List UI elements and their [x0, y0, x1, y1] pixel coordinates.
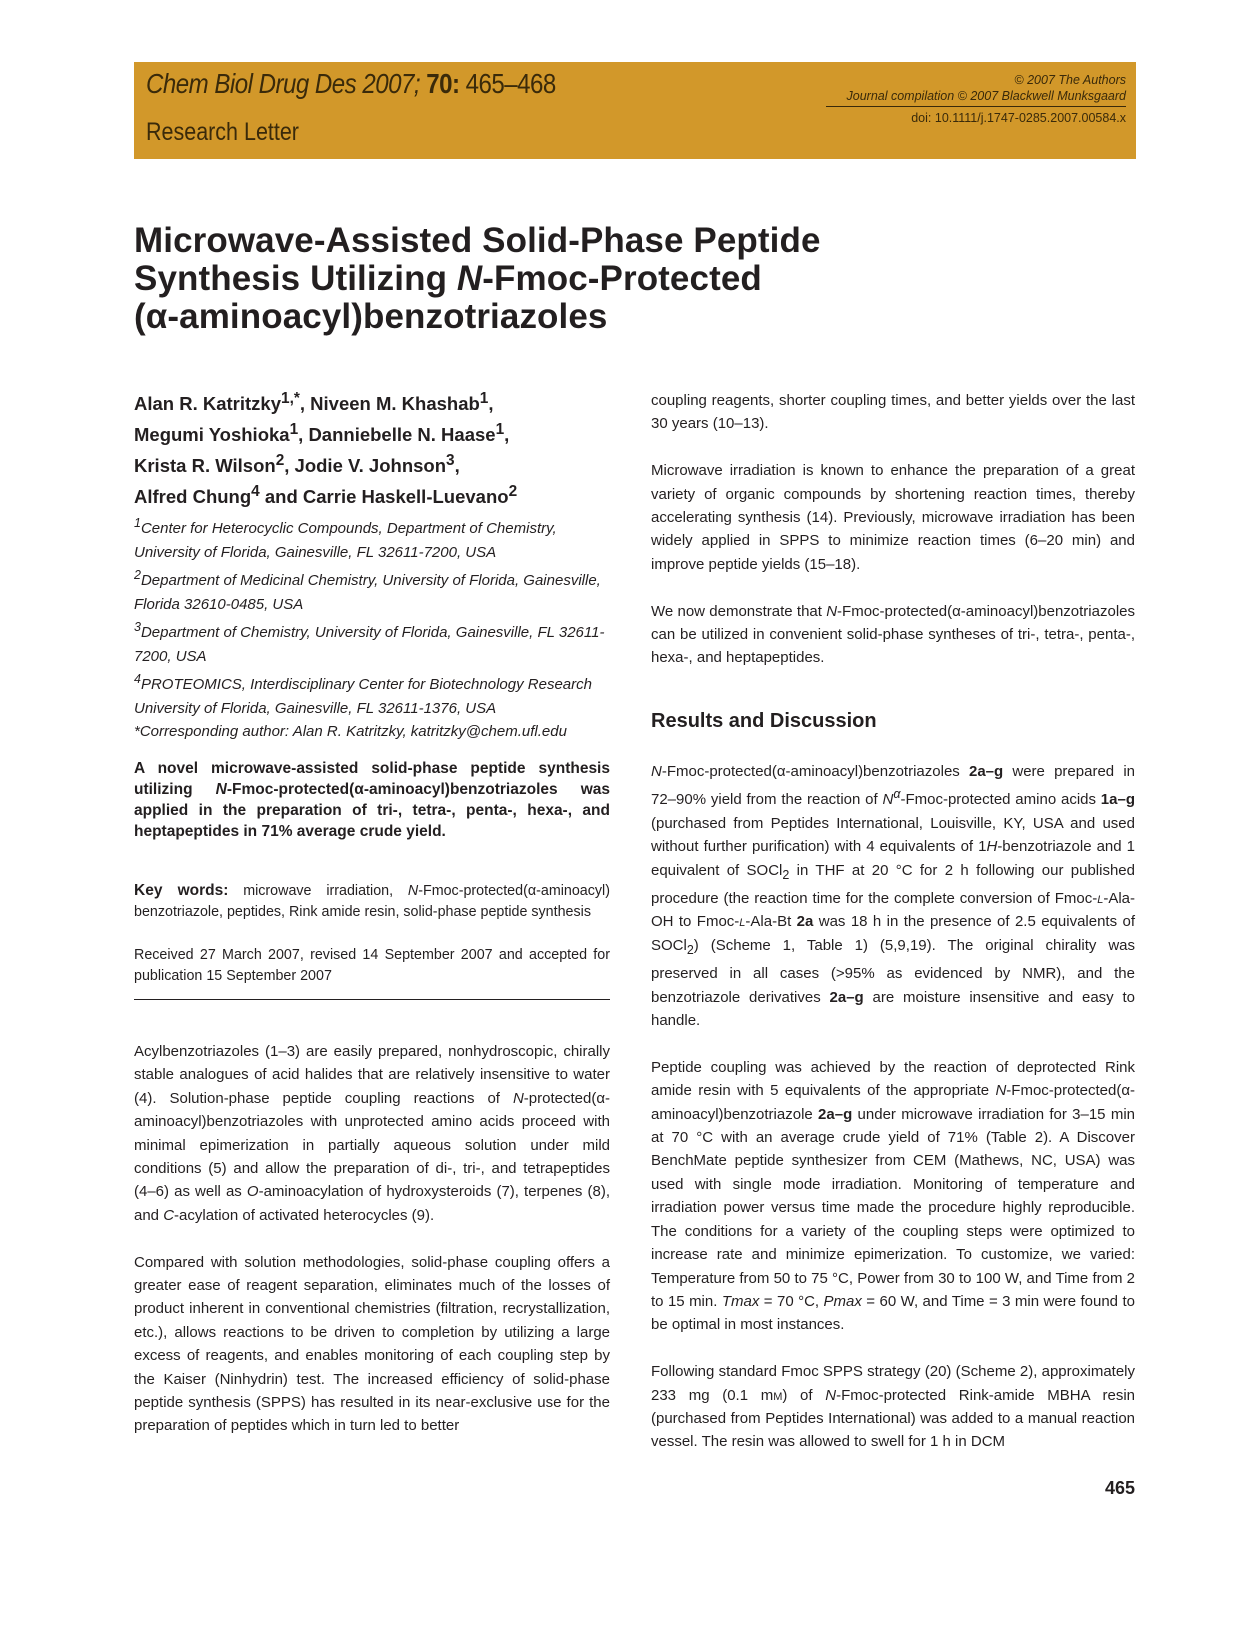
- author: Alfred Chung: [134, 486, 252, 508]
- author-list: Alan R. Katritzky$^{1,*}$, Niveen M. Khashab$^1$, Megumi Yoshioka$^1$, Danniebelle N. Haase$^1$, Krista R. Wilson$^2$, Jodie V. Johnson$^3$, Alfred Chung$^4$ and Carrie Haskell-Luevano$^2$: [134, 390, 518, 508]
- corresponding-author: *Corresponding author: Alan R. Katritzky, katritzky@chem.ufl.edu: [134, 723, 567, 740]
- affiliation: $^3$Department of Chemistry, University of Florida, Gainesville, FL 32611-7200, USA: [134, 620, 605, 665]
- affiliations: [134, 512, 624, 744]
- body-paragraph: coupling reagents, shorter coupling times, and better yields over the last 30 years (10–13).: [651, 392, 1135, 433]
- body-paragraph: N-Fmoc-protected(α-aminoacyl)benzotriazoles 2a–g were prepared in 72–90% yield from the reaction of $N^\alpha-Fmoc$-protected amino acids 1a–g (purchased from Peptides International, Louisville, KY, USA and used without further purification) with 4 equivalents of 1H-benzotriazole and 1 equivalent of SOCl$_2$ in THF at 20 °C for 2 h following our published procedure (the reaction time for the complete conversion of Fmoc-l-Ala-OH to Fmoc-l-Ala-Bt 2a was 18 h in the presence of 2.5 equivalents of SOCl$_2$) (Scheme 1, Table 1) (5,9,19). The original chirality was preserved in all cases (>95% as evidenced by NMR), and the benzotriazole derivatives 2a–g are moisture insensitive and easy to handle.: [651, 763, 1136, 1030]
- article-type: Research Letter: [146, 118, 299, 146]
- author: Krista R. Wilson: [134, 455, 276, 477]
- journal-citation: Chem Biol Drug Des 2007; 70: 465–468: [146, 68, 556, 99]
- body-paragraph: Microwave irradiation is known to enhance the preparation of a great variety of organic compounds by shortening reaction times, thereby accelerating synthesis (14). Previously, microwave irradiation has been widely applied in SPPS to minimize reaction times (6–20 min) and improve peptide yields (15–18).: [651, 462, 1135, 573]
- right-column-body: [651, 760, 1135, 1477]
- left-column-body: [134, 1040, 610, 1461]
- affiliation: $^1$Center for Heterocyclic Compounds, Department of Chemistry, University of Florida, Gainesville, FL 32611-7200, USA: [134, 516, 557, 561]
- received-dates: Received 27 March 2007, revised 14 September 2007 and accepted for publication 15 September 2007: [134, 947, 610, 984]
- keywords-label: Key words:: [134, 882, 229, 899]
- body-paragraph: Acylbenzotriazoles (1–3) are easily prepared, nonhydroscopic, chirally stable analogues of acid halides that are relatively insensitive to water (4). Solution-phase peptide coupling reactions of N-protected(α-aminoacyl)benzotriazoles with unprotected amino acids proceed with minimal epimerization in partially aqueous solution under mild conditions (5) and allow the preparation of di-, tri-, and tetrapeptides (4–6) as well as O-aminoacylation of hydroxysteroids (7), terpenes (8), and C-acylation of activated heterocycles (9).: [134, 1043, 610, 1224]
- right-column-intro: [651, 389, 1135, 693]
- abstract: A novel microwave-assisted solid-phase peptide synthesis utilizing N-Fmoc-protected(α-aminoacyl)benzotriazoles was applied in the preparation of tri-, tetra-, penta-, hexa-, and heptapeptides in 71% average crude yield.: [134, 760, 610, 840]
- header-divider: [826, 106, 1126, 107]
- article-title: Microwave-Assisted Solid-Phase Peptide Synthesis Utilizing N-Fmoc-Protected (α-aminoacyl)benzotriazoles: [134, 221, 821, 336]
- page-number: 465: [1104, 1478, 1135, 1498]
- journal-header: [134, 62, 1136, 159]
- body-paragraph: We now demonstrate that N-Fmoc-protected(α-aminoacyl)benzotriazoles can be utilized in convenient solid-phase syntheses of tri-, tetra-, penta-, hexa-, and heptapeptides.: [651, 602, 1135, 667]
- author: Niveen M. Khashab: [310, 393, 480, 415]
- copyright-journal: Journal compilation © 2007 Blackwell Munksgaard: [846, 89, 1126, 103]
- copyright-authors: © 2007 The Authors: [1014, 73, 1126, 87]
- author: Alan R. Katritzky: [134, 393, 282, 415]
- keywords: Key words: microwave irradiation, N-Fmoc-protected(α-aminoacyl) benzotriazole, peptides, Rink amide resin, solid-phase peptide synthesis: [134, 882, 610, 920]
- copyright-block: [826, 72, 1126, 126]
- doi[interactable]: doi: 10.1111/j.1747-0285.2007.00584.x: [911, 111, 1126, 125]
- author: Jodie V. Johnson: [294, 455, 447, 477]
- affiliation: $^4$PROTEOMICS, Interdisciplinary Center for Biotechnology Research University of Florida, Gainesville, FL 32611-1376, USA: [134, 672, 592, 717]
- body-paragraph: Compared with solution methodologies, solid-phase coupling offers a greater ease of reagent separation, eliminates much of the losses of product inherent in conventional chemistries (filtration, recrystallization, etc.), allows reactions to be driven to completion by utilizing a large excess of reagents, and enables monitoring of each coupling step by the Kaiser (Ninhydrin) test. The increased efficiency of solid-phase peptide synthesis (SPPS) has resulted in its near-exclusive use for the preparation of peptides which in turn led to better: [134, 1253, 610, 1435]
- author: Megumi Yoshioka: [134, 424, 290, 446]
- body-paragraph: Peptide coupling was achieved by the reaction of deprotected Rink amide resin with 5 equivalents of the appropriate N-Fmoc-protected(α-aminoacyl)benzotriazole 2a–g under microwave irradiation for 3–15 min at 70 °C with an average crude yield of 71% (Table 2). A Discover BenchMate peptide synthesizer from CEM (Mathews, NC, USA) was used with single mode irradiation. Monitoring of temperature and irradiation power versus time made the procedure highly reproducible. The conditions for a variety of the coupling steps were optimized to increase rate and minimize epimerization. To customize, we varied: Temperature from 50 to 75 °C, Power from 30 to 100 W, and Time from 2 to 15 min. Tmax = 70 °C, Pmax = 60 W, and Time = 3 min were found to be optimal in most instances.: [651, 1058, 1135, 1334]
- section-heading-results: Results and Discussion: [651, 710, 877, 732]
- section-divider: [134, 999, 610, 1000]
- author: Danniebelle N. Haase: [308, 424, 496, 446]
- affiliation: $^2$Department of Medicinal Chemistry, University of Florida, Gainesville, Florida 32610-0485, USA: [134, 568, 601, 613]
- body-paragraph: Following standard Fmoc SPPS strategy (20) (Scheme 2), approximately 233 mg (0.1 mm) of N-Fmoc-protected Rink-amide MBHA resin (purchased from Peptides International) was added to a manual reaction vessel. The resin was allowed to swell for 1 h in DCM: [651, 1363, 1135, 1451]
- author: Carrie Haskell-Luevano: [302, 486, 509, 508]
